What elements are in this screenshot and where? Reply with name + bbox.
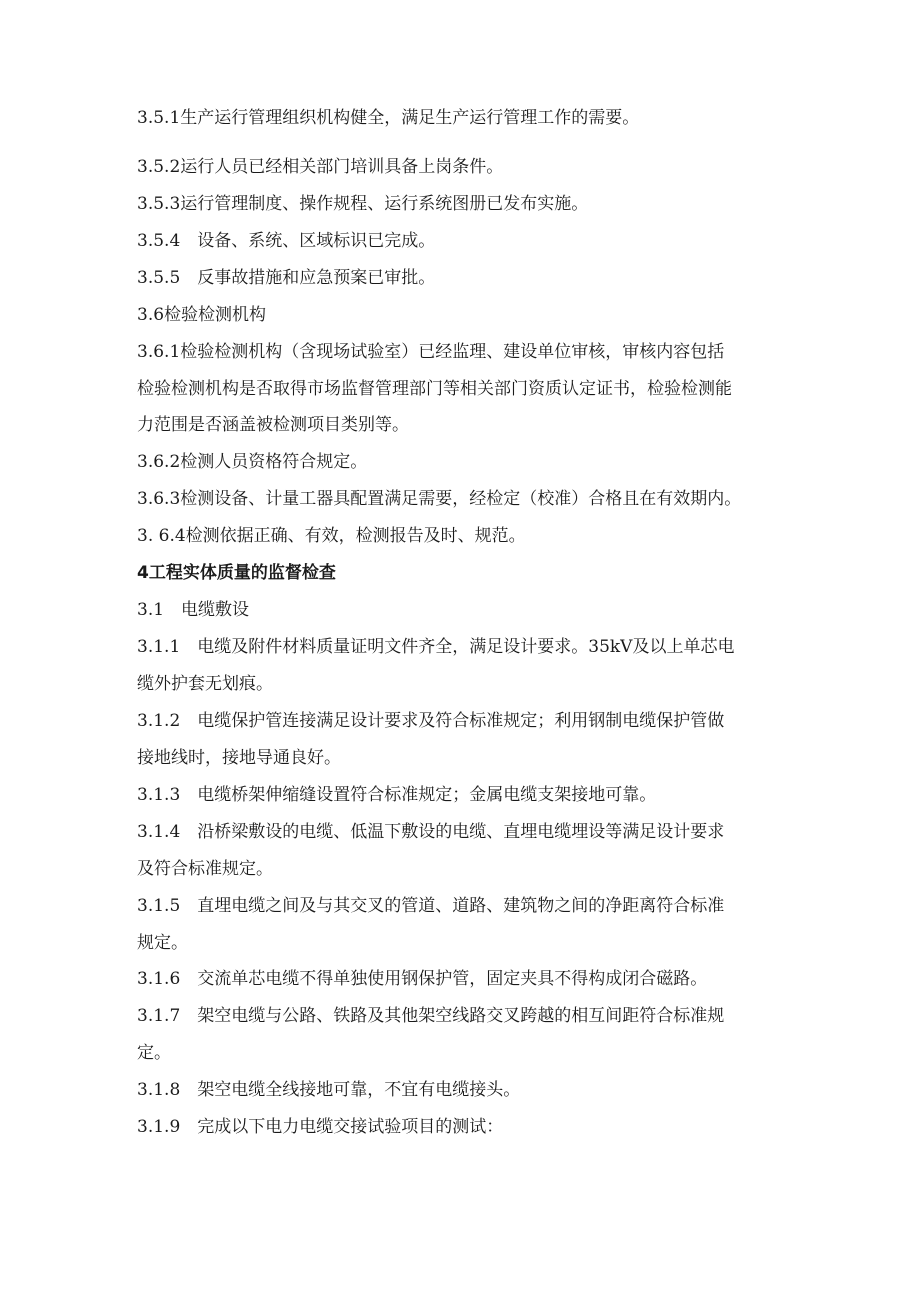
text-line-3-6-2: 3.6.2检测人员资格符合规定。 [137, 452, 368, 472]
text-line-3-1-9: 3.1.9 完成以下电力电缆交接试验项目的测试： [137, 1117, 504, 1137]
section-heading-3-6: 3.6检验检测机构 [137, 305, 267, 325]
text-line-3-5-3: 3.5.3运行管理制度、操作规程、运行系统图册已发布实施。 [137, 194, 589, 214]
text-line-3-1-2: 3.1.2 电缆保护管连接满足设计要求及符合标准规定；利用钢制电缆保护管做 [137, 711, 725, 731]
text-line-3-5-5: 3.5.5 反事故措施和应急预案已审批。 [137, 268, 436, 288]
text-line-3-6-1-cont-1: 检验检测机构是否取得市场监督管理部门等相关部门资质认定证书，检验检测能 [137, 379, 732, 399]
text-line-3-5-2: 3.5.2运行人员已经相关部门培训具备上岗条件。 [137, 157, 504, 177]
text-line-3-1-7-cont: 定。 [137, 1043, 171, 1063]
text-line-3-1-1-cont: 缆外护套无划痕。 [137, 674, 273, 694]
text-line-3-1-7: 3.1.7 架空电缆与公路、铁路及其他架空线路交叉跨越的相互间距符合标准规 [137, 1006, 725, 1026]
text-line-3-6-1: 3.6.1检验检测机构（含现场试验室）已经监理、建设单位审核，审核内容包括 [137, 342, 725, 362]
text-line-3-5-4: 3.5.4 设备、系统、区域标识已完成。 [137, 231, 436, 251]
text-line-3-5-1: 3.5.1生产运行管理组织机构健全，满足生产运行管理工作的需要。 [137, 108, 640, 128]
text-line-3-6-3: 3.6.3检测设备、计量工器具配置满足需要，经检定（校准）合格且在有效期内。 [137, 489, 742, 509]
text-line-3-1-5-cont: 规定。 [137, 933, 188, 953]
text-line-3-1-2-cont: 接地线时，接地导通良好。 [137, 748, 341, 768]
text-line-3-1-4: 3.1.4 沿桥梁敷设的电缆、低温下敷设的电缆、直埋电缆埋设等满足设计要求 [137, 822, 725, 842]
text-line-3-1-1: 3.1.1 电缆及附件材料质量证明文件齐全，满足设计要求。35kV及以上单芯电 [137, 637, 735, 657]
text-line-3-1-5: 3.1.5 直埋电缆之间及与其交叉的管道、道路、建筑物之间的净距离符合标准 [137, 896, 725, 916]
text-line-3-6-1-cont-2: 力范围是否涵盖被检测项目类别等。 [137, 415, 409, 435]
text-line-3-6-4: 3. 6.4检测依据正确、有效，检测报告及时、规范。 [137, 526, 526, 546]
text-line-3-1-8: 3.1.8 架空电缆全线接地可靠，不宜有电缆接头。 [137, 1080, 521, 1100]
text-line-3-1-6: 3.1.6 交流单芯电缆不得单独使用钢保护管，固定夹具不得构成闭合磁路。 [137, 969, 708, 989]
chapter-heading-4: 4工程实体质量的监督检查 [137, 563, 336, 583]
text-line-3-1-3: 3.1.3 电缆桥架伸缩缝设置符合标准规定；金属电缆支架接地可靠。 [137, 785, 657, 805]
section-heading-3-1: 3.1 电缆敷设 [137, 600, 250, 620]
text-line-3-1-4-cont: 及符合标准规定。 [137, 859, 273, 879]
